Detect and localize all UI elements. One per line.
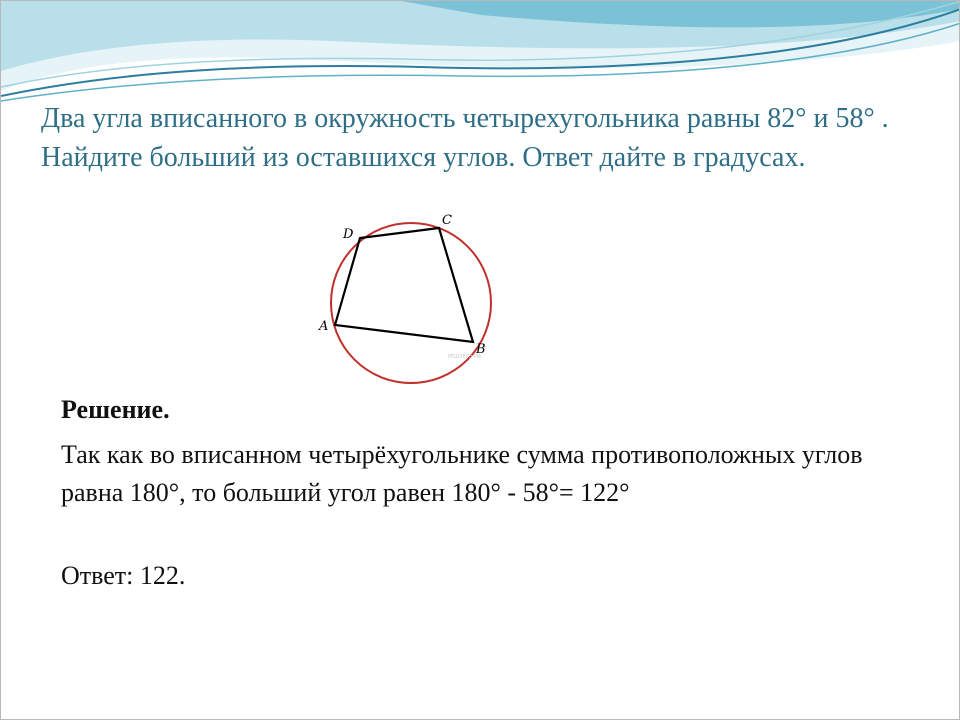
solution-text: Так как во вписанном четырёхугольнике сумма противоположных углов равна 180°, то больший угол равен 180° - 58°= 122° xyxy=(61,440,863,507)
vertex-label-d: D xyxy=(343,227,354,242)
header-wave-decoration xyxy=(1,1,960,111)
problem-text: Два угла вписанного в окружность четырехугольника равны 82° и 58° . Найдите больший из оставшихся углов. Ответ дайте в градусах. xyxy=(41,103,889,173)
vertex-label-a: A xyxy=(319,319,329,334)
watermark: РЕШУЕГЭ.РФ xyxy=(448,354,482,360)
vertex-label-b: B xyxy=(476,342,486,357)
solution-heading: Решение. xyxy=(61,395,170,424)
inscribed-quadrilateral-figure xyxy=(313,206,503,396)
vertex-label-c: C xyxy=(442,213,452,228)
solution-answer: Ответ: 122. xyxy=(61,561,186,590)
